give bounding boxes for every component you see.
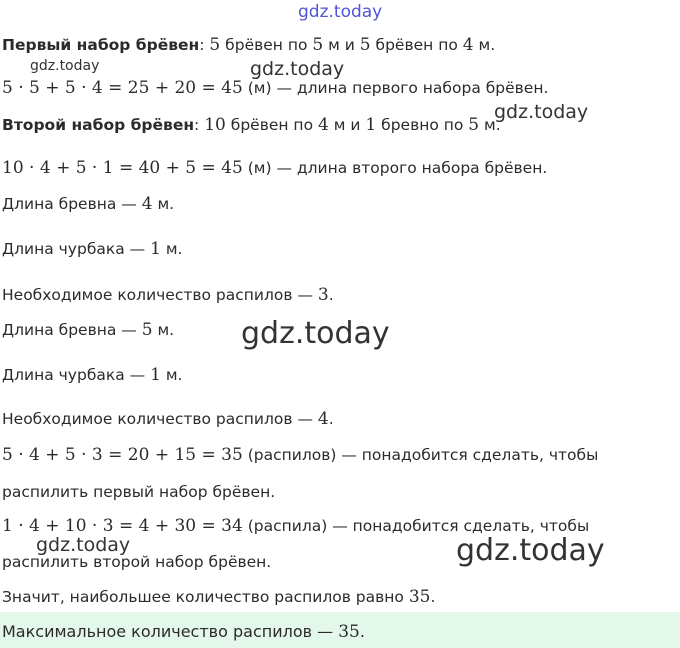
text: .: [328, 410, 334, 428]
second-set-cuts-calc-cont: распилить второй набор брёвен.: [2, 553, 272, 571]
math: 4: [317, 115, 329, 135]
text: .: [359, 622, 365, 641]
watermark: gdz.today: [298, 2, 383, 22]
text: брёвен по: [220, 36, 313, 54]
math: 4: [317, 409, 329, 429]
math: 1: [150, 239, 161, 259]
text: Необходимое количество распилов —: [2, 286, 318, 304]
watermark: gdz.today: [456, 533, 605, 568]
math: 4: [141, 194, 153, 214]
text: м.: [479, 116, 501, 134]
text: м.: [473, 36, 496, 54]
first-set-line: Первый набор брёвен: 5 брёвен по 5 м и 5 брёвен по 4 м.: [2, 35, 496, 55]
second-set-label: Второй набор брёвен: [2, 116, 195, 134]
math: 5: [359, 35, 371, 55]
text: м.: [160, 240, 183, 258]
formula: 10 · 4 + 5 · 1 = 40 + 5 = 45: [2, 158, 243, 178]
answer-label: Максимальное количество распилов —: [2, 622, 339, 641]
answer-line: [2, 621, 365, 643]
first-set-label: Первый набор брёвен: [2, 36, 200, 54]
formula-text: (распилов) — понадобится сделать, чтобы: [242, 446, 599, 464]
math: 1: [365, 115, 377, 135]
text: м.: [152, 195, 175, 213]
first-set-calc: [2, 77, 548, 99]
second-set-line: Второй набор брёвен: 10 брёвен по 4 м и 1 бревно по 5 м.: [2, 115, 501, 135]
math: 3: [317, 285, 329, 305]
math: 5: [209, 35, 221, 55]
text: м.: [160, 366, 183, 384]
first-set-cuts-calc-cont: распилить первый набор брёвен.: [2, 483, 276, 501]
formula: 5 · 5 + 5 · 4 = 25 + 20 = 45: [2, 78, 243, 98]
math: 5: [468, 115, 480, 135]
watermark: gdz.today: [241, 316, 390, 351]
math: 5: [312, 35, 324, 55]
math: 10: [204, 115, 226, 135]
log-length-1: [2, 193, 174, 215]
text: м и: [328, 116, 366, 134]
log-length-2: [2, 319, 174, 341]
conclusion: [2, 586, 435, 608]
text: .: [328, 286, 334, 304]
math: 5: [141, 320, 153, 340]
chunk-length-2: [2, 364, 182, 386]
formula: 5 · 4 + 5 · 3 = 20 + 15 = 35: [2, 445, 243, 465]
chunk-length-1: [2, 238, 182, 260]
text: бревно по: [376, 116, 469, 134]
formula-text: (м) — длина первого набора брёвен.: [242, 79, 549, 97]
cuts-needed-1: [2, 284, 334, 306]
watermark: gdz.today: [36, 534, 131, 556]
text: Значит, наибольшее количество распилов равно: [2, 588, 409, 606]
watermark: gdz.today: [30, 58, 100, 74]
first-set-cuts-calc: [2, 444, 598, 466]
watermark: gdz.today: [494, 101, 589, 123]
formula: 1 · 4 + 10 · 3 = 4 + 30 = 34: [2, 516, 243, 536]
formula-text: (распила) — понадобится сделать, чтобы: [242, 517, 590, 535]
text: м.: [152, 321, 175, 339]
text: Длина бревна —: [2, 195, 142, 213]
text: брёвен по: [370, 36, 463, 54]
answer-value: 35: [338, 622, 360, 642]
text: Длина чурбака —: [2, 240, 151, 258]
text: Длина чурбака —: [2, 366, 151, 384]
second-set-cuts-calc: [2, 515, 589, 537]
formula-text: (м) — длина второго набора брёвен.: [242, 159, 548, 177]
math: 1: [150, 365, 161, 385]
math: 35: [408, 587, 431, 607]
watermark: gdz.today: [250, 58, 345, 80]
math: 4: [462, 35, 474, 55]
second-set-calc: [2, 157, 547, 179]
text: брёвен по: [225, 116, 318, 134]
text: Длина бревна —: [2, 321, 142, 339]
text: Необходимое количество распилов —: [2, 410, 318, 428]
cuts-needed-2: [2, 408, 334, 430]
text: м и: [323, 36, 360, 54]
text: .: [430, 588, 436, 606]
